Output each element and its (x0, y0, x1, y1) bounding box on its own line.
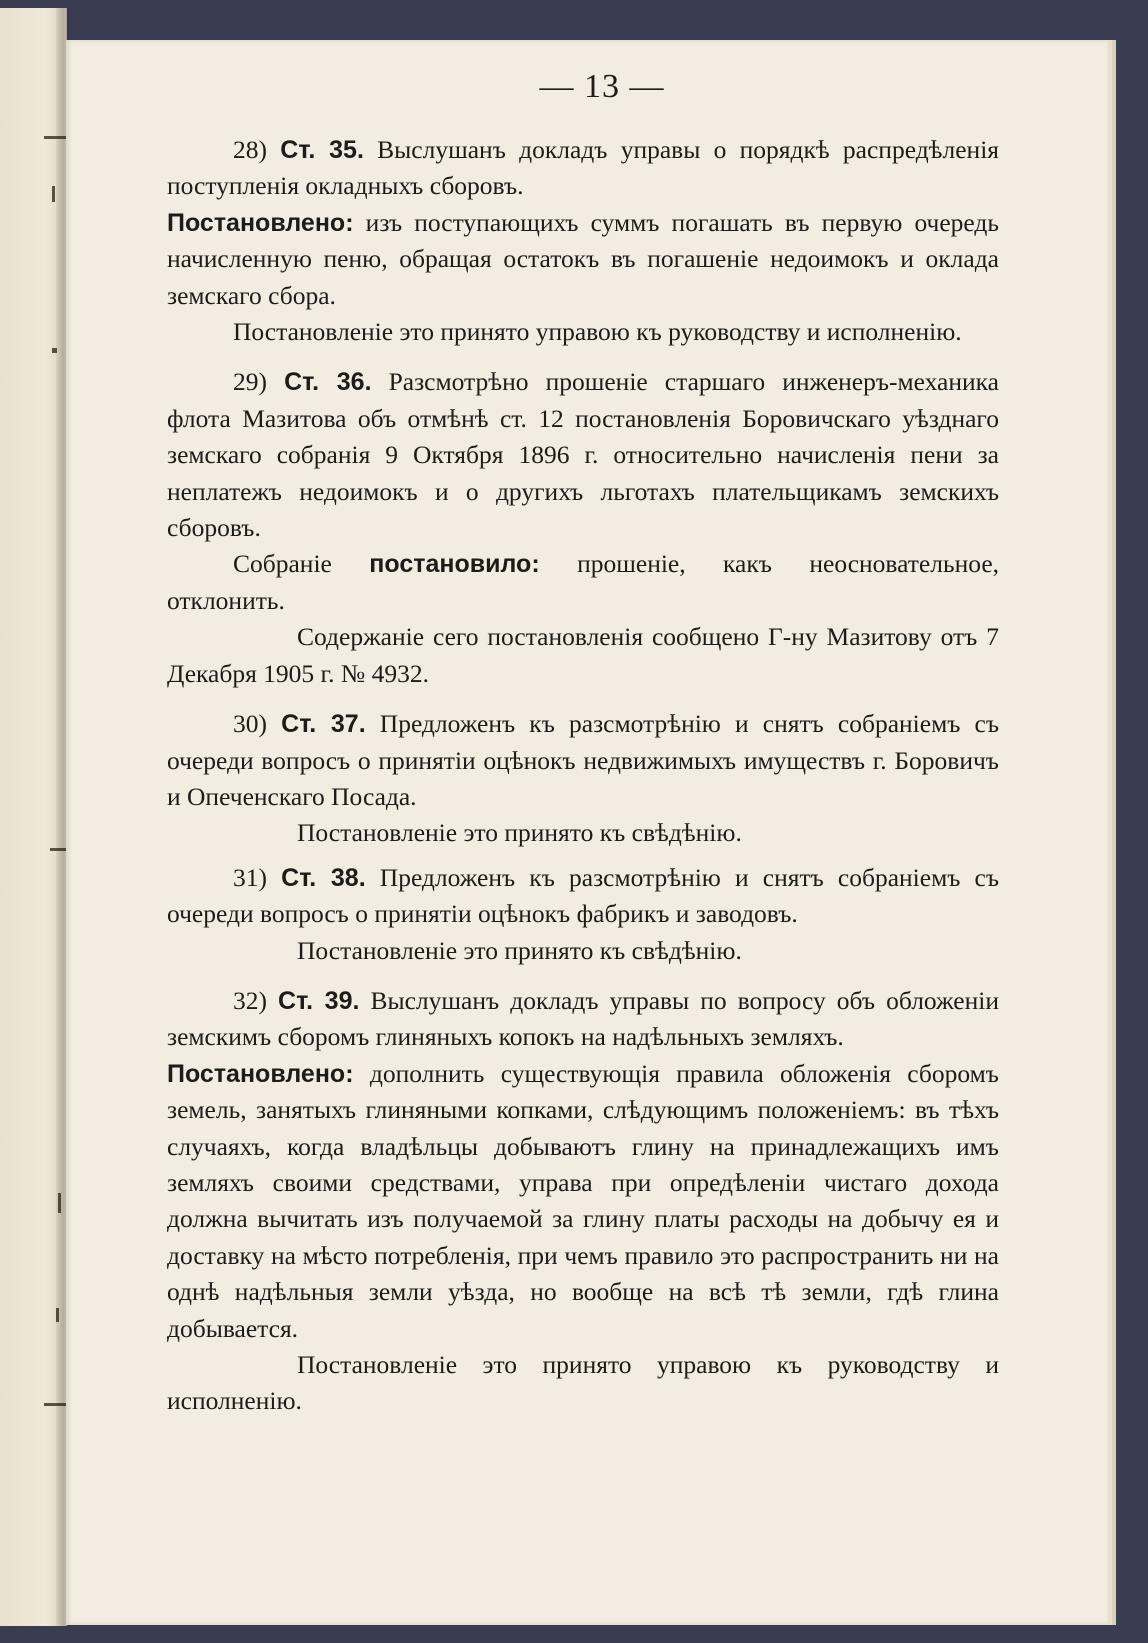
resolution-item (167, 983, 999, 1420)
page-number: — 13 — (539, 68, 665, 105)
resolution-item (167, 706, 999, 852)
item-number: 32) (233, 985, 267, 1015)
item-text: Предложенъ къ разсмотрѣнію и снятъ собраніемъ съ очереди вопросъ о принятіи оцѣнокъ недвижимыхъ имуществъ г. Боровичъ и Опеченскаго Посада. (167, 709, 1000, 811)
item-number: 29) (233, 367, 267, 397)
item-paragraph (167, 983, 999, 1056)
decision-prefix: Собраніе (233, 549, 332, 579)
item-text: Предложенъ къ разсмотрѣнію и снятъ собраніемъ съ очереди вопросъ о принятіи оцѣнокъ фабрикъ и заводовъ. (167, 862, 1000, 929)
resolution-item (167, 860, 999, 969)
document-page (66, 40, 1108, 1625)
decision-label: Постановлено: (167, 1059, 354, 1088)
article-ref: Ст. 39. (278, 986, 360, 1015)
note-paragraph: Содержаніе сего постановленія сообщено Г-ну Мазитову отъ 7 Декабря 1905 г. № 4932. (167, 622, 999, 688)
article-ref: Ст. 37. (281, 710, 366, 739)
decision-text: дополнить существующія правила обложенія сборомъ земель, занятыхъ глиняными копками, слѣдующимъ положеніемъ: въ тѣхъ случаяхъ, когда владѣльцы добываютъ глину на принадлежащихъ имъ земляхъ своими средствами, управа при опредѣленіи чистаго дохода должна вычитать изъ получаемой за глину платы расходы на добычу ея и доставку на мѣсто потребленія, при чемъ правило это распространить ни на однѣ надѣльныя земли уѣзда, но вообще на всѣ тѣ земли, гдѣ глина добывается. (167, 1058, 999, 1343)
decision-paragraph (167, 546, 999, 619)
note-paragraph: Постановленіе это принято къ свѣдѣнію. (297, 935, 742, 965)
note-paragraph: Постановленіе это принято управою къ руководству и исполненію. (233, 317, 962, 347)
decision-label: Постановлено: (167, 208, 354, 237)
item-number: 30) (233, 709, 267, 739)
item-number: 31) (233, 862, 267, 892)
item-paragraph (167, 706, 999, 815)
article-ref: Ст. 38. (281, 863, 366, 892)
resolution-item (167, 132, 999, 350)
note-paragraph: Постановленіе это принято къ свѣдѣнію. (297, 818, 742, 848)
article-ref: Ст. 35. (280, 136, 364, 164)
item-text: Выслушанъ докладъ управы по вопросу объ обложеніи земскимъ сборомъ глиняныхъ копокъ на надѣльныхъ земляхъ. (167, 985, 1000, 1052)
note-paragraph: Постановленіе это принято управою къ руководству и исполненію. (167, 1350, 999, 1416)
decision-paragraph (167, 205, 999, 314)
item-paragraph (167, 132, 999, 205)
decision-label: постановило: (369, 550, 540, 579)
resolution-item (167, 364, 999, 692)
decision-text: изъ поступающихъ суммъ погашать въ первую очередь начисленную пеню, обращая остатокъ въ погашеніе недоимокъ и оклада земскаго сбора. (167, 207, 1000, 310)
decision-text: прошеніе, какъ неосновательное, отклонить. (167, 549, 1000, 615)
item-paragraph (167, 860, 999, 933)
item-paragraph (167, 364, 999, 546)
article-ref: Ст. 36. (284, 368, 372, 397)
item-text: Выслушанъ докладъ управы о порядкѣ распредѣленія поступленія окладныхъ сборовъ. (167, 135, 1000, 201)
decision-paragraph (167, 1056, 999, 1347)
item-number: 28) (233, 135, 267, 164)
page-text (167, 132, 999, 1420)
item-text: Разсмотрѣно прошеніе старшаго инженеръ-механика флота Мазитова объ отмѣнѣ ст. 12 постановленія Боровичскаго уѣзднаго земскаго собранія 9 Октября 1896 г. относительно начисленія пени за неплатежъ недоимокъ и о другихъ льготахъ плательщикамъ земскихъ сборовъ. (167, 367, 999, 543)
